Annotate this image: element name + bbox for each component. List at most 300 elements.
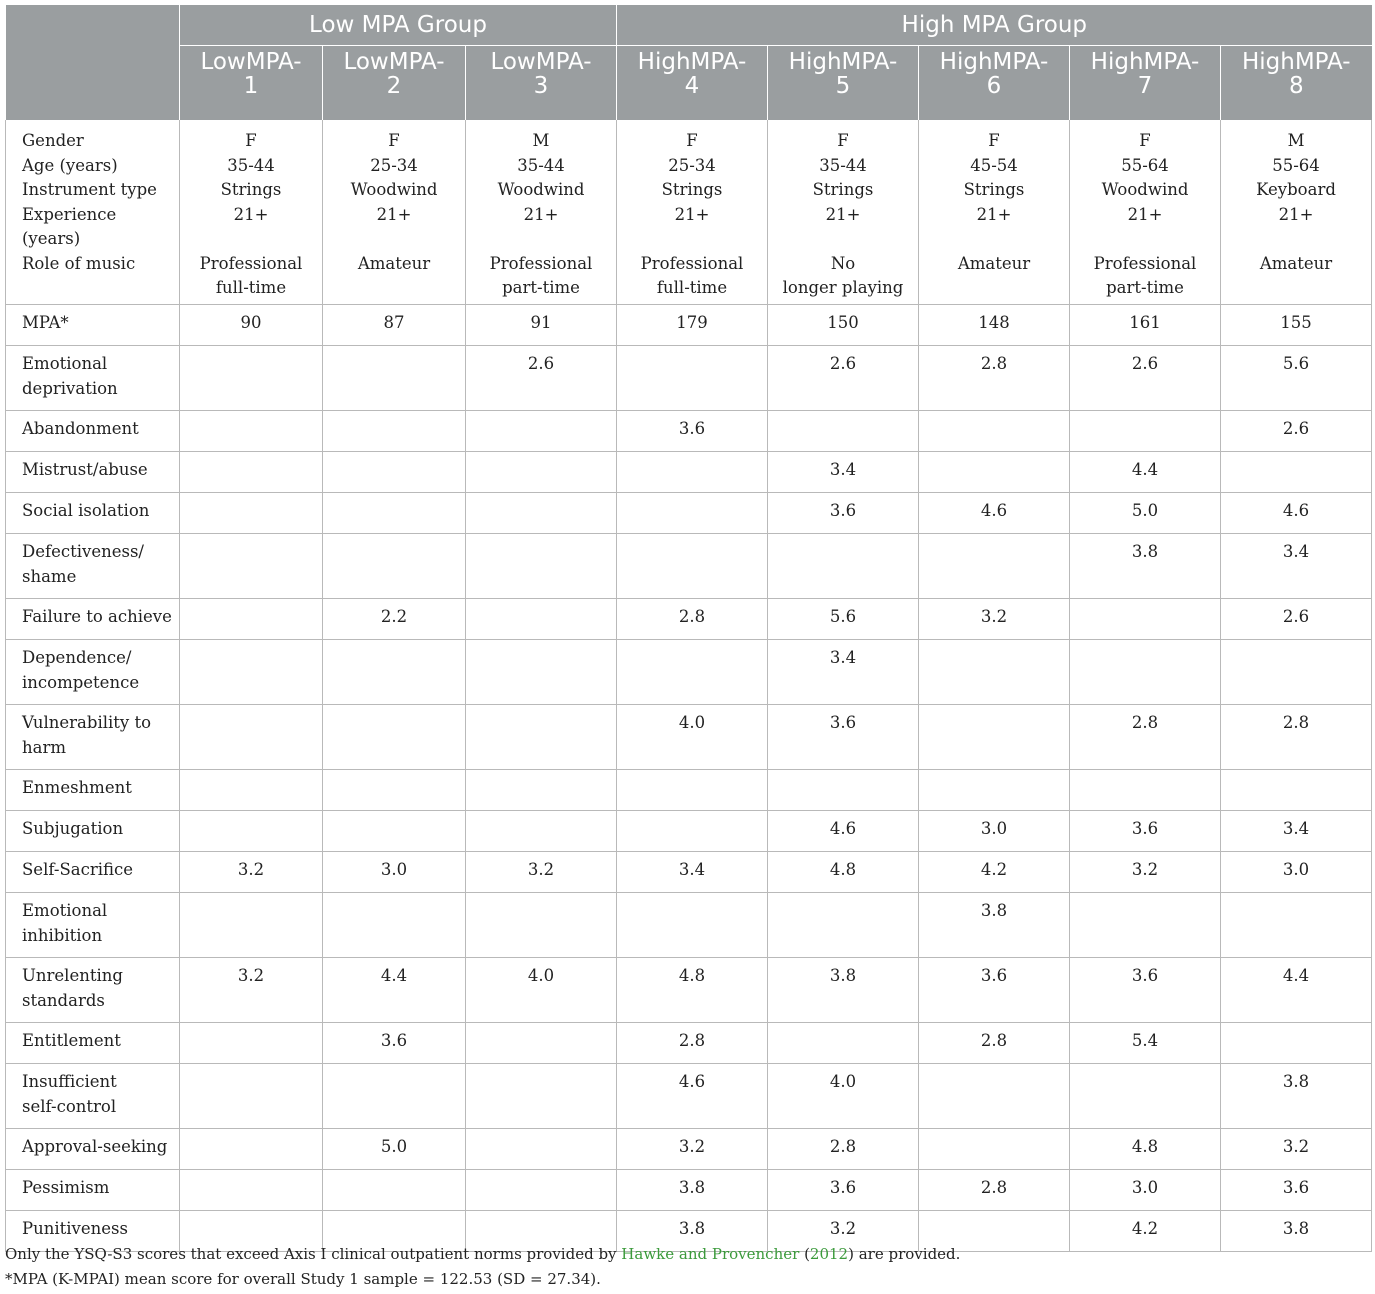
low-mpa-group-header: Low MPA Group [180,5,617,46]
participant-header [617,46,768,121]
score-cell: 3.2 [180,852,323,893]
score-cell [617,893,768,958]
demographic-cell [1070,120,1221,305]
score-cell [768,411,919,452]
participant-prefix: HighMPA- [637,49,747,75]
score-cell: 148 [919,305,1070,346]
score-cell [466,1064,617,1129]
score-cell: 2.8 [919,1023,1070,1064]
score-cell [1221,770,1372,811]
participant-number: 2 [386,73,402,99]
score-cell: 4.0 [617,705,768,770]
score-cell [180,1170,323,1211]
gender-value: M [1287,131,1305,150]
score-cell: 3.8 [1221,1064,1372,1129]
score-cell: 2.8 [617,599,768,640]
score-cell: 2.6 [1221,599,1372,640]
score-cell: 3.0 [919,811,1070,852]
score-cell [919,770,1070,811]
row-label-line: Unrelenting [22,966,123,985]
score-cell: 91 [466,305,617,346]
row-label [6,893,180,958]
score-cell [323,493,466,534]
score-cell [180,452,323,493]
score-cell: 3.8 [1221,1211,1372,1252]
row-label-line: Enmeshment [22,778,132,797]
score-cell: 4.2 [1070,1211,1221,1252]
score-cell: 4.6 [617,1064,768,1129]
score-cell: 5.0 [1070,493,1221,534]
score-cell [1070,599,1221,640]
score-cell: 3.4 [1221,534,1372,599]
score-cell [180,346,323,411]
row-label [6,534,180,599]
score-cell: 3.6 [768,705,919,770]
gender-value: F [686,131,698,150]
row-label-line: Emotional [22,354,108,373]
score-cell [617,770,768,811]
mpa-row [6,305,1372,346]
score-cell: 155 [1221,305,1372,346]
table-row [6,1129,1372,1170]
score-cell: 3.8 [617,1211,768,1252]
score-cell: 3.0 [1221,852,1372,893]
citation-link-year[interactable]: 2012 [809,1245,849,1263]
score-cell: 3.6 [1221,1170,1372,1211]
age-value: 55-64 [1121,155,1169,175]
score-cell: 3.2 [180,958,323,1023]
row-label-line: Abandonment [22,419,139,438]
score-cell: 5.0 [323,1129,466,1170]
row-label-line: Social isolation [22,501,150,520]
score-cell: 4.0 [768,1064,919,1129]
participant-prefix: HighMPA- [788,49,898,75]
table-row [6,893,1372,958]
score-cell [466,452,617,493]
row-label-line: Failure to achieve [22,607,172,626]
score-cell [466,1170,617,1211]
row-label [6,493,180,534]
score-cell: 3.8 [768,958,919,1023]
score-cell [466,493,617,534]
score-cell [323,811,466,852]
score-cell [323,534,466,599]
score-cell: 3.4 [617,852,768,893]
gender-value: F [837,131,849,150]
participant-header [919,46,1070,121]
table-row [6,534,1372,599]
score-cell: 3.2 [768,1211,919,1252]
row-label-line: Entitlement [22,1031,121,1050]
role-value-line2: part-time [1106,278,1184,297]
score-cell: 3.8 [919,893,1070,958]
participant-header [1070,46,1221,121]
table-row [6,346,1372,411]
score-cell: 4.8 [617,958,768,1023]
participant-prefix: LowMPA- [490,49,592,75]
score-cell [323,1064,466,1129]
score-cell: 3.6 [919,958,1070,1023]
score-cell: 4.6 [768,811,919,852]
score-cell [180,534,323,599]
schema-scores-table [5,5,1372,1252]
score-cell [466,811,617,852]
experience-value: 21+ [233,204,269,224]
instrument-value: Strings [661,180,723,199]
score-cell: 4.4 [323,958,466,1023]
score-cell: 2.8 [1221,705,1372,770]
spacer [184,227,318,252]
score-cell [768,1023,919,1064]
row-label [6,852,180,893]
score-cell [1070,1064,1221,1129]
score-cell [466,640,617,705]
row-label-line: Dependence/ [22,648,132,667]
score-cell: 4.8 [1070,1129,1221,1170]
table-row [6,770,1372,811]
score-cell [1070,770,1221,811]
table-row [6,493,1372,534]
row-label-line: Defectiveness/ [22,542,144,561]
score-cell [180,811,323,852]
table-row [6,1170,1372,1211]
row-label-line: Pessimism [22,1178,110,1197]
score-cell: 2.8 [617,1023,768,1064]
score-cell [180,411,323,452]
row-label-line: Punitiveness [22,1219,128,1238]
role-value-line2: full-time [215,278,287,297]
spacer [470,227,612,252]
participant-prefix: LowMPA- [343,49,445,75]
score-cell [180,770,323,811]
participant-number: 7 [1137,73,1153,99]
score-cell: 2.8 [768,1129,919,1170]
score-cell [180,893,323,958]
score-cell: 4.6 [919,493,1070,534]
table-row [6,1064,1372,1129]
gender-value: F [988,131,1000,150]
experience-value: 21+ [523,204,559,224]
row-label [6,705,180,770]
instrument-value: Woodwind [497,180,585,199]
gender-value: F [388,131,400,150]
score-cell: 2.8 [919,1170,1070,1211]
table-row [6,705,1372,770]
score-cell [323,1170,466,1211]
score-cell: 179 [617,305,768,346]
score-cell: 4.8 [768,852,919,893]
row-label-line: self-control [22,1096,117,1116]
age-value: 35-44 [819,155,867,175]
score-cell: 3.6 [323,1023,466,1064]
role-value: Professional [489,253,593,273]
score-cell [1221,893,1372,958]
demographic-cell [323,120,466,305]
role-value: Amateur [357,253,431,273]
score-cell: 3.2 [466,852,617,893]
score-cell [323,346,466,411]
instrument-value: Strings [220,180,282,199]
row-label [6,640,180,705]
row-label [6,346,180,411]
demographic-cell [919,120,1070,305]
score-cell [617,640,768,705]
score-cell: 161 [1070,305,1221,346]
role-value: Professional [199,253,303,273]
score-cell [919,534,1070,599]
table-row [6,958,1372,1023]
row-label [6,1129,180,1170]
score-cell: 5.4 [1070,1023,1221,1064]
role-value-line2: full-time [656,278,728,297]
score-cell: 3.2 [919,599,1070,640]
spacer [1074,227,1216,252]
table-row [6,1023,1372,1064]
score-cell [466,770,617,811]
score-cell [180,640,323,705]
score-cell: 150 [768,305,919,346]
row-label [6,1170,180,1211]
score-cell: 3.8 [1070,534,1221,599]
row-label [6,599,180,640]
participant-prefix: LowMPA- [200,49,302,75]
score-cell [180,1064,323,1129]
score-cell [323,640,466,705]
instrument-value: Woodwind [1101,180,1189,199]
row-label-line: Vulnerability to [22,713,152,732]
table-row [6,811,1372,852]
spacer [772,227,914,252]
row-label [6,958,180,1023]
score-cell [617,346,768,411]
score-cell [466,599,617,640]
corner-cell [6,5,180,46]
table-row [6,640,1372,705]
score-cell: 2.6 [466,346,617,411]
score-cell [323,411,466,452]
age-value: 35-44 [517,155,565,175]
score-cell [1221,640,1372,705]
participant-prefix: HighMPA- [1090,49,1200,75]
spacer [923,227,1065,252]
score-cell: 3.2 [1221,1129,1372,1170]
score-cell [919,640,1070,705]
score-cell: 2.8 [919,346,1070,411]
row-label [6,770,180,811]
score-cell: 3.6 [617,411,768,452]
experience-value: 21+ [1127,204,1163,224]
row-label-line: standards [22,990,105,1010]
score-cell [1070,411,1221,452]
row-label [6,1064,180,1129]
experience-value: 21+ [376,204,412,224]
score-cell: 3.4 [768,452,919,493]
row-label-line: Insufficient [22,1072,117,1091]
score-cell: 3.8 [617,1170,768,1211]
row-label [6,452,180,493]
score-cell: 3.4 [768,640,919,705]
table-row [6,599,1372,640]
age-value: 25-34 [668,155,716,175]
row-label-line: MPA* [22,313,69,332]
citation-link-authors[interactable]: Hawke and Provencher [621,1245,800,1263]
table-row [6,411,1372,452]
participant-header [466,46,617,121]
score-cell [180,1023,323,1064]
score-cell: 3.0 [1070,1170,1221,1211]
score-cell: 87 [323,305,466,346]
score-cell [323,705,466,770]
demographic-cell [768,120,919,305]
row-label-line: Subjugation [22,819,124,838]
score-cell [323,893,466,958]
participant-number: 8 [1288,73,1304,99]
row-label [6,305,180,346]
score-cell: 3.6 [768,493,919,534]
score-cell [1221,1023,1372,1064]
score-cell [1221,452,1372,493]
score-cell [323,452,466,493]
row-label-line: deprivation [22,378,118,398]
participant-number: 4 [684,73,700,99]
score-cell: 90 [180,305,323,346]
score-cell: 2.6 [1070,346,1221,411]
score-cell [617,534,768,599]
score-cell [617,493,768,534]
high-mpa-group-header: High MPA Group [617,5,1372,46]
age-value: 45-54 [970,155,1018,175]
score-cell [919,1064,1070,1129]
score-cell: 2.2 [323,599,466,640]
age-value: 25-34 [370,155,418,175]
row-label [6,411,180,452]
score-cell [1070,640,1221,705]
row-label-line: shame [22,566,77,586]
score-cell: 2.8 [1070,705,1221,770]
participant-number: 5 [835,73,851,99]
score-cell: 5.6 [1221,346,1372,411]
score-cell [919,705,1070,770]
gender-value: M [532,131,550,150]
score-cell [466,1129,617,1170]
participant-prefix: HighMPA- [939,49,1049,75]
score-cell: 3.2 [1070,852,1221,893]
experience-value: 21+ [825,204,861,224]
instrument-value: Woodwind [350,180,438,199]
table-row [6,452,1372,493]
row-label-line: inhibition [22,925,103,945]
row-label-line: incompetence [22,672,140,692]
score-cell: 5.6 [768,599,919,640]
gender-value: F [245,131,257,150]
score-cell: 3.2 [617,1129,768,1170]
row-label-line: Approval-seeking [22,1137,168,1156]
role-value: Amateur [1259,253,1333,273]
score-cell: 2.6 [768,346,919,411]
role-value: No [830,253,856,273]
row-label-line: Mistrust/abuse [22,460,148,479]
row-label [6,811,180,852]
participant-header [323,46,466,121]
score-cell: 2.6 [1221,411,1372,452]
demographic-labels: Gender Age (years) Instrument type Experience (years) Role of music [6,120,180,305]
row-label-line: Self-Sacrifice [22,860,133,879]
role-value-line2: longer playing [782,278,904,297]
score-cell [617,452,768,493]
table-footnote: Only the YSQ-S3 scores that exceed Axis I clinical outpatient norms provided by Hawke and Provencher (2012) are provided. [5,1245,961,1263]
participant-prefix: HighMPA- [1241,49,1351,75]
mpa-footnote: *MPA (K-MPAI) mean score for overall Study 1 sample = 122.53 (SD = 27.34). [5,1270,601,1288]
spacer [621,227,763,252]
role-value: Professional [1093,253,1197,273]
score-cell [617,811,768,852]
participant-number: 1 [243,73,259,99]
participant-number: 6 [986,73,1002,99]
score-cell [919,411,1070,452]
score-cell [180,493,323,534]
row-label-line: harm [22,737,66,757]
score-cell [919,452,1070,493]
score-cell: 4.6 [1221,493,1372,534]
score-cell [323,770,466,811]
spacer [327,227,461,252]
corner-cell [6,46,180,121]
gender-value: F [1139,131,1151,150]
age-value: 55-64 [1272,155,1320,175]
demographic-cell [466,120,617,305]
score-cell: 3.6 [1070,958,1221,1023]
score-cell [466,705,617,770]
table-row [6,852,1372,893]
score-cell [466,411,617,452]
score-cell [768,893,919,958]
score-cell: 4.2 [919,852,1070,893]
instrument-value: Strings [963,180,1025,199]
score-cell: 3.0 [323,852,466,893]
score-cell [466,1023,617,1064]
score-cell: 4.4 [1221,958,1372,1023]
score-cell [180,705,323,770]
score-cell: 4.4 [1070,452,1221,493]
instrument-value: Keyboard [1256,180,1336,199]
score-cell [466,893,617,958]
participant-header [768,46,919,121]
experience-value: 21+ [976,204,1012,224]
age-value: 35-44 [227,155,275,175]
role-value: Professional [640,253,744,273]
spacer [1225,227,1367,252]
demographic-cell [180,120,323,305]
demographic-cell [1221,120,1372,305]
score-cell: 3.6 [768,1170,919,1211]
row-label [6,1023,180,1064]
score-cell [919,1129,1070,1170]
score-cell [180,1129,323,1170]
participant-number: 3 [533,73,549,99]
participant-header [180,46,323,121]
score-cell [768,534,919,599]
experience-value: 21+ [1278,204,1314,224]
role-value: Amateur [957,253,1031,273]
score-cell: 4.0 [466,958,617,1023]
score-cell [768,770,919,811]
instrument-value: Strings [812,180,874,199]
participant-header [1221,46,1372,121]
score-cell [1070,893,1221,958]
demographic-cell [617,120,768,305]
score-cell [180,599,323,640]
score-cell [466,534,617,599]
